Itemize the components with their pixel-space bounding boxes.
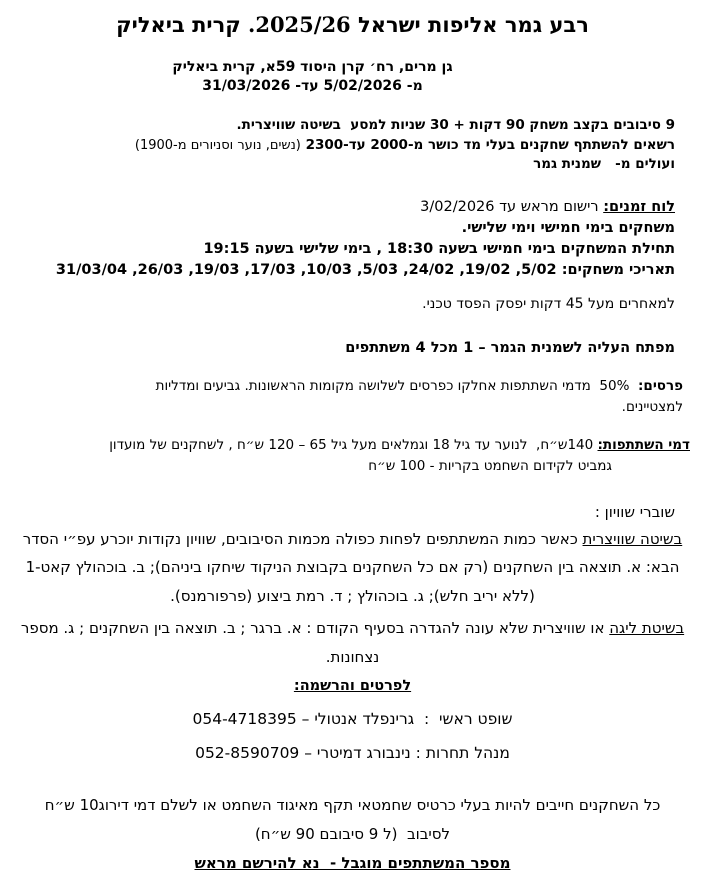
format-qualifiers-line: ועולים מ- שמנית גמר xyxy=(533,156,675,172)
tournament-manager-line: מנהל תחרות : נינבורג דמיטרי – 052-8590709 xyxy=(195,744,510,762)
tiebreaks-heading: שוברי שוויון : xyxy=(594,502,675,521)
tiebreak-league-paragraph xyxy=(0,614,705,671)
prizes-text: 50% מדמי השתתפות אחלקו כפרסים לשלושה מקומות הראשונות. גביעים ומדליות xyxy=(155,377,639,394)
schedule-times-line: תחילת המשחקים בימי חמישי בשעה 18:30 , בימי שלישי בשעה 19:15 xyxy=(203,240,675,257)
page-title: רבע גמר אליפות ישראל 2025/26. קרית ביאליק xyxy=(116,12,589,37)
prizes-section xyxy=(0,376,705,418)
per-round-fee-line: לסיבוב (ל 9 סיבובם 90 ש״ח) xyxy=(254,825,451,843)
eligibility-note: (נשים, נוער וסניורים מ-1900) xyxy=(134,137,301,153)
chief-referee-line: שופט ראשי : גרינפלד אנטולי – 054-4718395 xyxy=(192,710,513,728)
late-arrival-rule: למאחרים מעל 45 דקות יפסק הפסד טכני. xyxy=(422,295,675,312)
tiebreak-swiss-paragraph xyxy=(0,525,705,611)
fees-section xyxy=(0,435,705,477)
schedule-section xyxy=(0,197,705,281)
venue-block xyxy=(0,58,705,96)
tournament-date-range: מ- 5/02/2026 עד- 31/03/2026 xyxy=(202,78,423,94)
prizes-line-2: למצטיינים. xyxy=(621,398,683,415)
footer-section xyxy=(0,791,705,878)
league-system-label: בשיטת ליגה xyxy=(609,619,685,637)
eligibility-main: רשאים להשתתף שחקנים בעלי מד כושר מ-2000 עד-2300 xyxy=(300,136,675,153)
format-rounds-line: 9 סיבובים בקצב משחק 90 דקות + 30 שניות למסע בשיטה שוויצרית. xyxy=(236,117,675,133)
fees-line-2: גמביט לקידום השחמט בקריות - 100 ש״ח xyxy=(368,457,612,474)
format-eligibility-line xyxy=(30,136,675,156)
fees-text: 140ש״ח, לנוער עד גיל 18 וגמלאים מעל גיל 65 – 120 ש״ח , לשחקנים של מועדון xyxy=(109,436,598,453)
rating-card-rule-line: כל השחקנים חייבים להיות בעלי כרטיס שחמטאי תקף מאיגוד השחמט או לשלם דמי דירוג10 ש״ח xyxy=(44,796,661,814)
registration-deadline: רישום מראש עד 3/02/2026 xyxy=(420,198,604,215)
schedule-dates-line: תאריכי משחקים: 5/02, 19/02, 24/02, 5/03, 10/03, 17/03, 19/03, 26/03, 31/03/04 xyxy=(55,261,675,278)
fees-label: דמי השתתפות: xyxy=(597,436,690,453)
prizes-label: פרסים: xyxy=(638,377,683,394)
contact-heading: לפרטים והרשמה: xyxy=(293,678,412,694)
venue-address: גן מרים, רח׳ קרן היסוד 59א, קרית ביאליק xyxy=(172,59,453,75)
schedule-label: לוח זמנים: xyxy=(603,198,675,215)
swiss-system-text: כאשר כמות המשתתפים לפחות כפולה מכמות הסיבובים, שוויון נקודות יוכרע עפ״י הסדר הבא: א. תוצאה בין השחקנים (רק אם כל השחקנים בקבוצת הניקוד שיחקו ביניהם); ב. בוכהולץ קאט-1 (ללא יריב חלש); ג. בוכהולץ ; ד. רמת ביצוע (פרפורמנס). xyxy=(18,529,680,605)
schedule-registration-line xyxy=(0,197,675,218)
league-system-text: או שוויצרית שלא עונה להגדרה בסעיף הקודם : א. ברגר ; ב. תוצאה בין השחקנים ; ג. מספר נצחונות. xyxy=(16,619,610,666)
qualification-key: מפתח העליה לשמנית הגמר – 1 מכל 4 משתתפים xyxy=(345,339,675,356)
fees-line-1 xyxy=(10,435,690,456)
prizes-line-1 xyxy=(20,376,683,397)
format-section xyxy=(0,116,705,175)
swiss-system-label: בשיטה שוויצרית xyxy=(582,529,683,548)
limited-participants-notice: מספר המשתתפים מוגבל - נא להירשם מראש xyxy=(194,854,511,872)
schedule-days-line: משחקים בימי חמישי וימי שלישי. xyxy=(461,219,675,236)
